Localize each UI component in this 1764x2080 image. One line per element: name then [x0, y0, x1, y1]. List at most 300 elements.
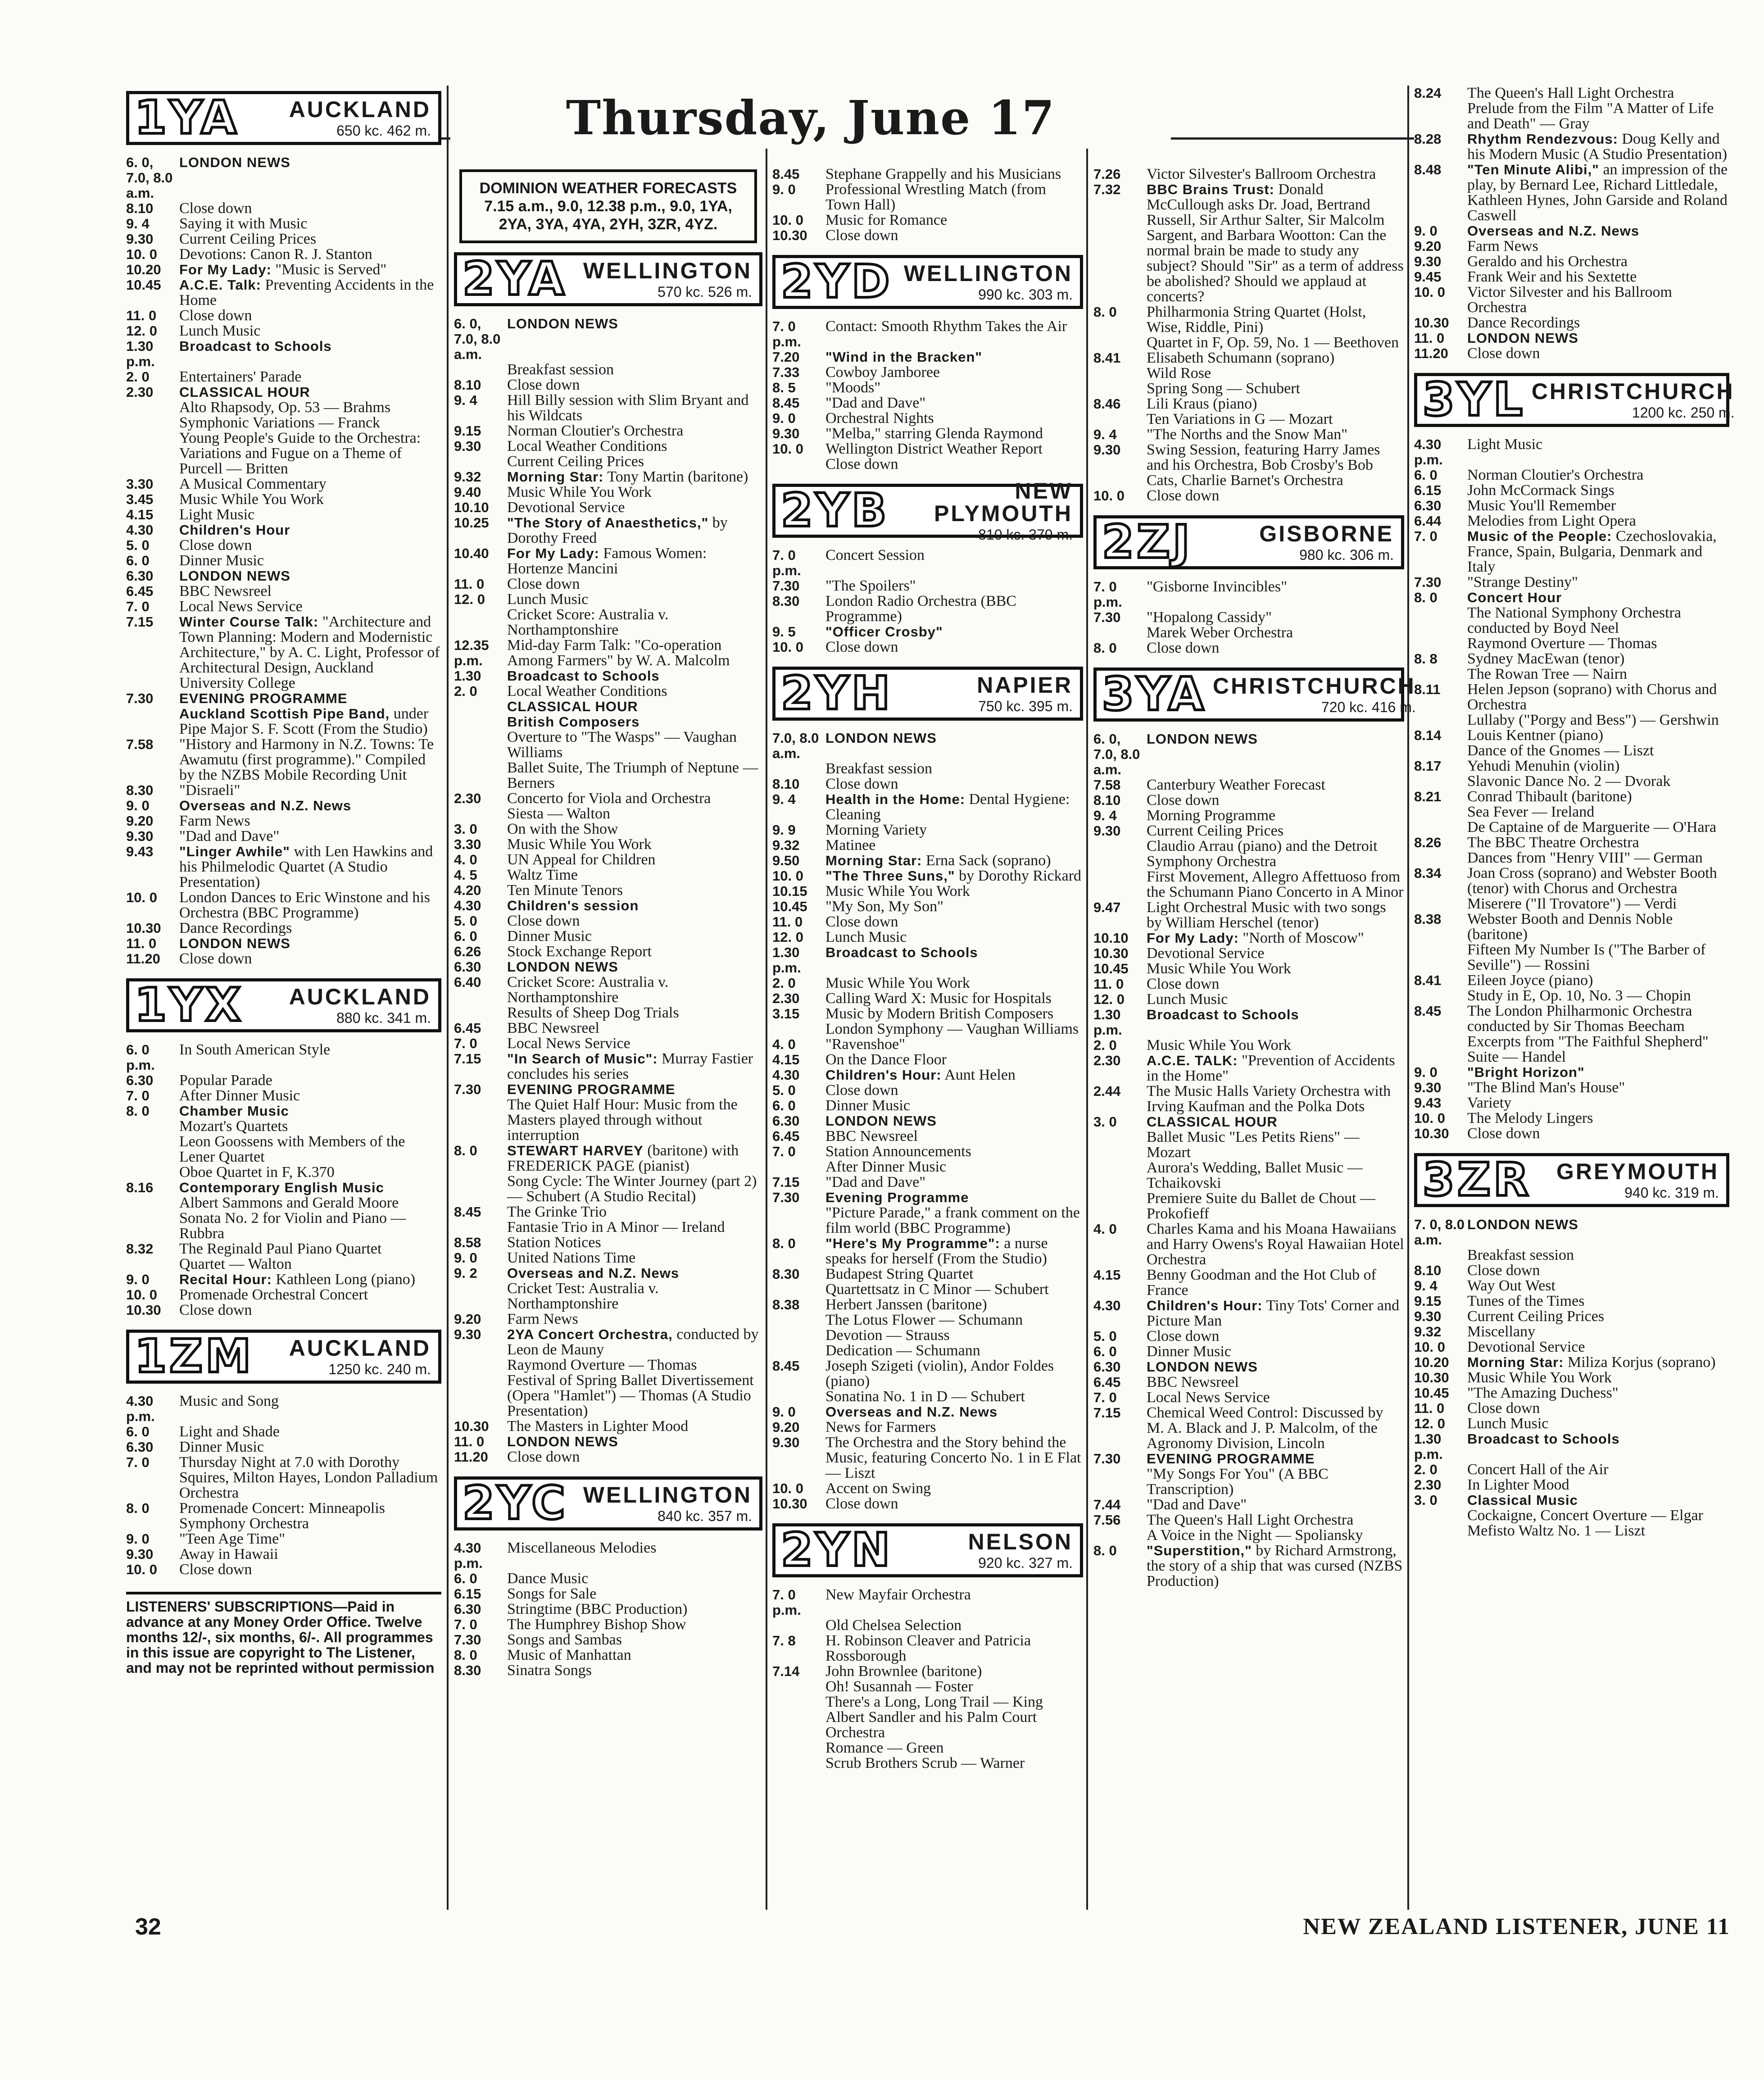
programme-text: [825, 1312, 1083, 1328]
programme-entry: [126, 584, 441, 599]
programme-entry: [1414, 529, 1729, 575]
programme-text: [179, 1531, 441, 1547]
programme-entry: [126, 201, 441, 216]
programme-description: A Musical Commentary: [179, 476, 326, 492]
programme-text: [1467, 101, 1729, 132]
programme-bold-title: Broadcast to Schools: [825, 945, 978, 960]
programme-entry: [1093, 1497, 1404, 1512]
programme-entry: [454, 714, 762, 730]
programme-text: [825, 457, 1083, 472]
programme-description: Breakfast session: [825, 760, 933, 777]
programme-time: [454, 806, 507, 822]
programme-description: Miscellany: [1467, 1323, 1536, 1340]
programme-entry: [772, 914, 1083, 930]
programme-time: 10.10: [454, 500, 489, 515]
station-header-2yc: [454, 1476, 762, 1530]
programme-entry: [126, 553, 441, 568]
programme-time: 11. 0: [454, 1434, 485, 1449]
programme-time: 9. 4: [1414, 1278, 1438, 1294]
programme-text: [179, 477, 441, 492]
programme-entry: [772, 838, 1083, 853]
programme-description: Close down: [507, 1449, 580, 1465]
programme-time: [126, 415, 179, 431]
programme-text: [1147, 488, 1404, 504]
station-callsign: 2YD: [781, 255, 893, 309]
programme-entry: [1414, 1080, 1729, 1095]
programme-time: [1414, 743, 1467, 758]
programme-bold-title: Rhythm Rendezvous:: [1467, 131, 1618, 147]
programme-text: [1467, 1278, 1729, 1294]
programme-description: "The Spoilers": [825, 577, 916, 594]
programme-time: 6. 0 p.m.: [126, 1042, 155, 1073]
programme-entry: [772, 1633, 1083, 1664]
programme-text: [507, 469, 762, 485]
programme-text: [507, 913, 762, 929]
programme-description: Eileen Joyce (piano): [1467, 972, 1593, 989]
programme-description: Close down: [179, 537, 252, 554]
programme-text: [507, 500, 762, 515]
programme-text: [1467, 498, 1729, 513]
programme-time: 11. 0: [1414, 1400, 1445, 1416]
programme-time: 8.10: [454, 377, 481, 393]
programme-time: 6. 0: [772, 1098, 796, 1113]
programme-time: 6. 0: [126, 553, 150, 568]
programme-text: [1147, 1267, 1404, 1298]
programme-entry: [454, 1358, 762, 1373]
programme-bold-title: A.C.E. TALK:: [1147, 1053, 1238, 1068]
programme-entry: [454, 684, 762, 699]
programme-text: [507, 1571, 762, 1586]
programme-description: Alto Rhapsody, Op. 53 — Brahms: [179, 399, 391, 416]
programme-text: [1147, 1344, 1404, 1359]
programme-text: [825, 1022, 1083, 1037]
programme-text: [1147, 412, 1404, 427]
programme-description: BBC Newsreel: [507, 1020, 599, 1036]
programme-time: [772, 1022, 825, 1037]
programme-time: 6.30: [126, 1072, 154, 1088]
programme-text: [1467, 239, 1729, 254]
programme-description: London Symphony — Vaughan Williams: [825, 1021, 1079, 1037]
programme-entry: [126, 1562, 441, 1577]
station-header-2yh: [772, 667, 1083, 721]
programme-text: [179, 599, 441, 614]
programme-text: [179, 1211, 441, 1241]
programme-text: [179, 415, 441, 431]
programme-description: Close down: [507, 576, 580, 592]
programme-entry: [1093, 1543, 1404, 1589]
programme-text: [1147, 1329, 1404, 1344]
programme-time: [454, 1373, 507, 1419]
programme-text: [1467, 346, 1729, 361]
programme-text: [825, 380, 1083, 395]
programme-time: 10. 0: [126, 246, 157, 262]
programme-entry: [454, 1235, 762, 1250]
programme-entry: [454, 1434, 762, 1449]
programme-entry: [1414, 743, 1729, 758]
programme-description: Aurora's Wedding, Ballet Music — Tchaikovski: [1147, 1159, 1363, 1191]
programme-description: Mefisto Waltz No. 1 — Liszt: [1467, 1522, 1646, 1539]
programme-time: 8.10: [1093, 792, 1121, 808]
programme-text: [179, 1501, 441, 1531]
programme-description: Cricket Score: Australia v. Northamptonshire: [507, 606, 669, 638]
programme-entry: [772, 731, 1083, 761]
programme-text: [825, 1343, 1083, 1358]
programme-entry: [454, 377, 762, 393]
programme-entry: [126, 706, 441, 737]
programme-time: 7.44: [1093, 1497, 1121, 1512]
programme-entry: [1414, 86, 1729, 101]
programme-text: [507, 1434, 762, 1449]
programme-time: 9.47: [1093, 899, 1121, 915]
programme-description: Dinner Music: [179, 552, 264, 569]
programme-description: Waltz Time: [507, 867, 578, 883]
programme-text: [825, 1006, 1083, 1022]
programme-description: Popular Parade: [179, 1072, 272, 1089]
programme-time: [1093, 625, 1147, 640]
programme-description: Way Out West: [1467, 1277, 1555, 1294]
station-callsign: 2YH: [781, 667, 893, 720]
programme-description: Current Ceiling Prices: [507, 453, 644, 470]
programme-description: The Reginald Paul Piano Quartet: [179, 1240, 382, 1257]
programme-entry: [1093, 366, 1404, 381]
station-info: [899, 262, 1080, 302]
programme-time: 2.30: [126, 384, 154, 400]
programme-description: Fifteen My Number Is ("The Barber of Seville") — Rossini: [1467, 941, 1706, 973]
programme-description: Benny Goodman and the Hot Club of France: [1147, 1267, 1376, 1299]
programme-time: 8.30: [772, 1266, 800, 1282]
programme-time: 6. 0: [454, 928, 477, 944]
programme-time: 3.30: [454, 836, 481, 852]
programme-entry: [126, 1195, 441, 1211]
spacer: [1093, 504, 1404, 510]
programme-text: [507, 377, 762, 393]
programme-bold-title: 2YA Concert Orchestra,: [507, 1326, 673, 1342]
programme-entry: [772, 640, 1083, 655]
programme-description: Matinee: [825, 837, 876, 854]
programme-time: 9.30: [454, 438, 481, 454]
programme-description: Oh! Susannah — Foster: [825, 1678, 973, 1695]
programme-time: [1414, 713, 1467, 728]
forecast-times: 7.15 a.m., 9.0, 12.38 p.m., 9.0, 1YA, 2YA, 3YA, 4YA, 2YH, 3ZR, 4YZ.: [484, 198, 732, 233]
programme-time: 7.30: [454, 1081, 481, 1097]
programme-text: [1147, 992, 1404, 1007]
programme-entry: [454, 806, 762, 822]
programme-description: Yehudi Menuhin (violin): [1467, 758, 1620, 774]
programme-text: [1467, 667, 1729, 682]
programme-bold-title: British Composers: [507, 714, 640, 730]
page-number: 32: [135, 1914, 161, 1940]
programme-entry: [126, 737, 441, 783]
programme-entry: [1414, 575, 1729, 590]
programme-text: [825, 1159, 1083, 1175]
programme-text: [1467, 743, 1729, 758]
programme-bold-title: Morning Star:: [1467, 1354, 1564, 1370]
programme-bold-title: "Superstition,": [1147, 1543, 1252, 1558]
programme-description: "Disraeli": [179, 782, 240, 799]
programme-text: [825, 578, 1083, 594]
programme-text: [825, 1037, 1083, 1052]
programme-text: [1467, 1340, 1729, 1355]
programme-time: 9.20: [1414, 238, 1442, 254]
programme-time: 11. 0: [772, 914, 803, 930]
programme-entry: [772, 1343, 1083, 1358]
station-header-3zr: [1414, 1153, 1729, 1207]
programme-text: [825, 930, 1083, 945]
programme-description: Sinatra Songs: [507, 1662, 592, 1679]
programme-entry: [1093, 1114, 1404, 1130]
programme-time: [1093, 381, 1147, 396]
programme-description: Promenade Concert: Minneapolis Symphony Orchestra: [179, 1500, 385, 1532]
programme-entry: [772, 1420, 1083, 1435]
programme-text: [825, 761, 1083, 777]
programme-description: The London Philharmonic Orchestra conducted by Sir Thomas Beecham: [1467, 1003, 1692, 1035]
programme-text: [507, 975, 762, 1005]
programme-description: Old Chelsea Selection: [825, 1617, 962, 1634]
programme-entry: [1093, 1038, 1404, 1053]
programme-entry: [772, 228, 1083, 243]
programme-time: [454, 760, 507, 791]
programme-text: [1147, 1405, 1404, 1451]
programme-description: Helen Jepson (soprano) with Chorus and Orchestra: [1467, 681, 1717, 713]
programme-entry: [1093, 579, 1404, 610]
programme-text: [507, 316, 762, 362]
programme-bold-title: LONDON NEWS: [1147, 1359, 1258, 1375]
programme-entry: [1093, 900, 1404, 931]
programme-text: [507, 1648, 762, 1663]
programme-text: [825, 1740, 1083, 1756]
programme-entry: [126, 1119, 441, 1134]
programme-entry: [454, 929, 762, 944]
programme-entry: [1093, 1329, 1404, 1344]
programme-description: Breakfast session: [1467, 1247, 1574, 1263]
programme-time: [1093, 1160, 1147, 1191]
programme-description: The Quiet Half Hour: Music from the Masters played through without interruption: [507, 1096, 738, 1144]
programme-time: 8.46: [1093, 396, 1121, 412]
programme-time: 9. 0: [126, 798, 150, 813]
programme-time: 6. 0, 7.0, 8.0 a.m.: [454, 316, 501, 362]
programme-bold-title: Music of the People:: [1467, 528, 1612, 544]
programme-text: [825, 792, 1083, 822]
programme-time: [1414, 942, 1467, 973]
programme-entry: [772, 1710, 1083, 1740]
programme-entry: [772, 1129, 1083, 1144]
programme-bold-title: Children's Hour: [179, 522, 290, 538]
programme-text: [1467, 1034, 1729, 1065]
programme-entry: [772, 1267, 1083, 1282]
programme-bold-title: EVENING PROGRAMME: [507, 1081, 676, 1097]
programme-entry: [1414, 269, 1729, 285]
programme-description: London Dances to Eric Winstone and his Orchestra (BBC Programme): [179, 889, 430, 921]
programme-text: [507, 577, 762, 592]
programme-entry: [126, 323, 441, 339]
programme-description: H. Robinson Cleaver and Patricia Rossborough: [825, 1632, 1031, 1664]
programme-description: Ballet Music "Les Petits Riens" — Mozart: [1147, 1129, 1360, 1161]
programme-time: 9.40: [454, 484, 481, 500]
programme-text: [179, 277, 441, 308]
programme-entry: [126, 155, 441, 201]
programme-text: [1467, 682, 1729, 713]
programme-description: Music While You Work: [825, 883, 970, 899]
programme-entry: [772, 1022, 1083, 1037]
programme-time: [1093, 1130, 1147, 1160]
station-frequency: 650 kc. 462 m.: [336, 123, 431, 139]
programme-time: [126, 400, 179, 415]
programme-text: [825, 411, 1083, 426]
programme-bold-title: "In Search of Music":: [507, 1051, 658, 1067]
programme-description: Music and Song: [179, 1393, 279, 1409]
station-frequency: 1200 kc. 250 m.: [1632, 404, 1735, 421]
spacer: [772, 1771, 1083, 1777]
programme-entry: [1414, 285, 1729, 315]
programme-description: The Humphrey Bishop Show: [507, 1616, 686, 1633]
station-header-2yb: [772, 478, 1083, 543]
programme-entry: [772, 976, 1083, 991]
programme-description: Charles Kama and his Moana Hawaiians and Harry Owens's Royal Hawaiian Hotel Orchestra: [1147, 1221, 1404, 1268]
programme-text: [1467, 1370, 1729, 1385]
programme-entry: [454, 1617, 762, 1632]
column-3: [772, 167, 1083, 1931]
programme-text: [1147, 931, 1404, 946]
programme-text: [507, 867, 762, 883]
programme-entry: [772, 991, 1083, 1006]
programme-time: 10. 0: [772, 639, 803, 655]
programme-text: [1467, 437, 1729, 468]
programme-time: 7. 0 p.m.: [772, 318, 801, 350]
programme-bold-title: For My Lady:: [1147, 930, 1239, 946]
programme-text: [1467, 315, 1729, 331]
programme-text: [825, 991, 1083, 1006]
programme-description: John Brownlee (baritone): [825, 1663, 982, 1680]
programme-bold-title: LONDON NEWS: [507, 1434, 618, 1449]
programme-time: 2.30: [1414, 1477, 1442, 1493]
programme-description: Close down: [507, 377, 580, 393]
programme-description: Orchestral Nights: [825, 410, 934, 427]
programme-time: 3.15: [772, 1006, 800, 1022]
programme-description: The Melody Lingers: [1467, 1110, 1593, 1126]
programme-text: [507, 1082, 762, 1097]
programme-time: 10.40: [454, 545, 489, 561]
programme-entry: [1093, 1344, 1404, 1359]
programme-entry: [1093, 396, 1404, 412]
programme-description: Promenade Orchestral Concert: [179, 1286, 368, 1303]
programme-description: Melodies from Light Opera: [1467, 513, 1636, 529]
station-info: [1532, 380, 1742, 420]
programme-time: 8.17: [1414, 758, 1442, 774]
programme-text: [1147, 839, 1404, 869]
programme-entry: [126, 262, 441, 277]
programme-entry: [1414, 239, 1729, 254]
programme-text: [507, 1097, 762, 1143]
programme-text: [179, 1562, 441, 1577]
programme-time: [454, 730, 507, 760]
programme-entry: [1414, 667, 1729, 682]
spacer: [1093, 1589, 1404, 1595]
programme-time: 5. 0: [1093, 1328, 1117, 1344]
programme-time: 8.45: [772, 395, 800, 411]
programme-entry: [1093, 488, 1404, 504]
programme-entry: [1093, 1451, 1404, 1467]
programme-text: [1147, 1160, 1404, 1191]
programme-text: [825, 1496, 1083, 1512]
programme-time: 11. 0: [126, 308, 157, 323]
programme-time: 8.41: [1093, 350, 1121, 366]
programme-description: The BBC Theatre Orchestra: [1467, 834, 1639, 851]
programme-text: [1147, 793, 1404, 808]
programme-text: [507, 546, 762, 577]
programme-entry: [126, 1547, 441, 1562]
programme-entry: [1093, 442, 1404, 488]
programme-text: [1467, 1309, 1729, 1324]
programme-text: [825, 884, 1083, 899]
programme-text: [507, 362, 762, 377]
programme-entry: [772, 930, 1083, 945]
programme-time: 4.30: [454, 898, 481, 913]
programme-entry: [454, 699, 762, 714]
programme-time: [454, 1005, 507, 1021]
programme-description: Tony Martin (baritone): [607, 468, 748, 485]
programme-time: 6.30: [1414, 498, 1442, 513]
programme-time: 6. 0: [1093, 1344, 1117, 1359]
programme-text: [825, 1420, 1083, 1435]
programme-time: 11. 0: [1414, 330, 1445, 346]
programme-text: [825, 1098, 1083, 1113]
station-header-3yl: [1414, 373, 1735, 427]
programme-entry: [126, 1073, 441, 1088]
programme-entry: [454, 362, 762, 377]
programme-description: Close down: [825, 913, 898, 930]
programme-description: "North of Moscow": [1243, 930, 1364, 946]
programme-time: [1414, 896, 1467, 912]
programme-time: 10. 0: [126, 890, 157, 905]
programme-text: [179, 813, 441, 829]
programme-description: John McCormack Sings: [1467, 482, 1614, 499]
programme-text: [1147, 1375, 1404, 1390]
programme-text: [825, 548, 1083, 578]
programme-description: Lullaby ("Porgy and Bess") — Gershwin: [1467, 712, 1719, 728]
programme-entry: [772, 578, 1083, 594]
programme-entry: [1414, 1385, 1729, 1401]
programme-time: [772, 1618, 825, 1633]
programme-entry: [454, 822, 762, 837]
programme-text: [1147, 976, 1404, 992]
programme-text: [1147, 1467, 1404, 1497]
programme-text: [1147, 625, 1404, 640]
programme-time: 3. 0: [1093, 1114, 1117, 1130]
programme-time: 1.30: [454, 668, 481, 684]
station-frequency: 1250 kc. 240 m.: [328, 1361, 431, 1377]
programme-time: 11.20: [126, 951, 160, 967]
programme-time: 8.11: [1414, 681, 1441, 697]
programme-entry: [126, 890, 441, 921]
programme-entry: [772, 1159, 1083, 1175]
programme-text: [179, 1303, 441, 1318]
programme-time: 8.10: [772, 776, 800, 792]
programme-time: 7. 0: [772, 1144, 796, 1159]
programme-time: 8. 0: [772, 1235, 796, 1251]
programme-text: [1467, 1004, 1729, 1034]
programme-entry: [1093, 182, 1404, 304]
programme-time: [126, 1195, 179, 1211]
programme-text: [825, 1113, 1083, 1129]
programme-entry: [1093, 946, 1404, 961]
programme-entry: [1414, 1111, 1729, 1126]
programme-text: [507, 1235, 762, 1250]
programme-text: [825, 822, 1083, 838]
station-callsign: 3YL: [1423, 373, 1525, 427]
programme-entry: [772, 1404, 1083, 1420]
programme-time: 10.30: [126, 1302, 161, 1318]
programme-time: [454, 699, 507, 714]
